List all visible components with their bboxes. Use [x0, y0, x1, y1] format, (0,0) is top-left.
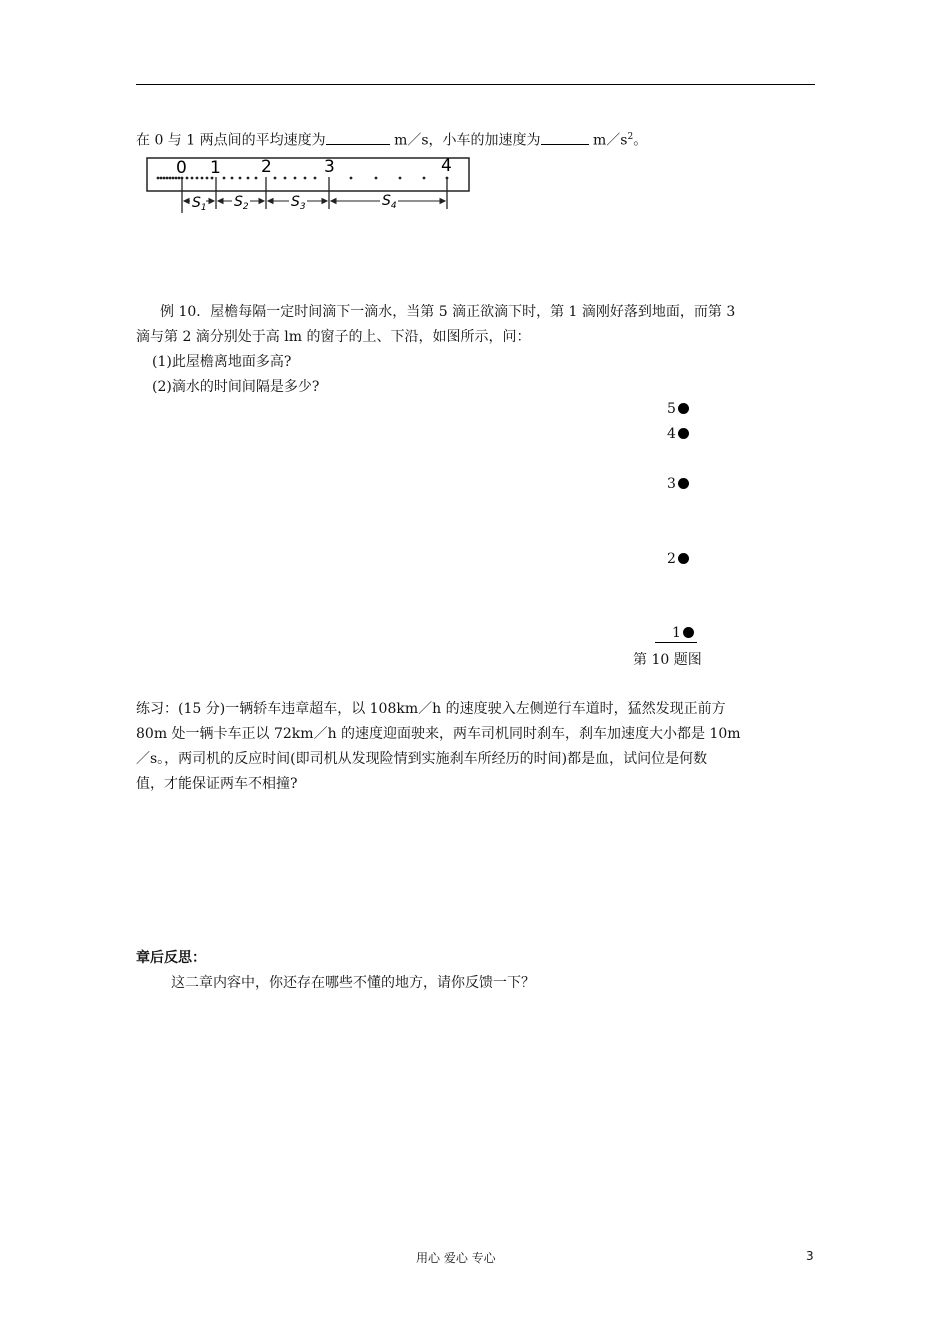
segment-label-s3: $S_3$ — [291, 194, 306, 212]
segment-label-s2: $S_2$ — [234, 194, 249, 212]
tape-mark-2: 2 — [261, 157, 272, 177]
header-rule — [136, 84, 815, 85]
drop-4-label: 4 — [667, 426, 676, 442]
answer-blank-velocity[interactable] — [326, 130, 390, 145]
q9-line — [136, 127, 647, 151]
ticker-tape-figure — [138, 153, 473, 228]
tape-arrows — [184, 199, 445, 204]
example10-line2: 滴与第 2 滴分别处于高 lm 的窗子的上、下沿，如图所示，问： — [136, 329, 531, 345]
drop-3-label: 3 — [667, 476, 676, 492]
tape-mark-1: 1 — [210, 158, 221, 178]
figure-caption: 第 10 题图 — [633, 652, 702, 668]
drop-1 — [672, 625, 694, 641]
q9-text-2: m／s，小车的加速度为 — [394, 132, 541, 149]
example10-question1: (1)此屋檐离地面多高? — [152, 354, 292, 370]
tape-mark-0: 0 — [176, 158, 187, 178]
example10-question2: (2)滴水的时间间隔是多少? — [152, 379, 320, 395]
footer-slogan: 用心 爱心 专心 — [416, 1251, 496, 1265]
answer-blank-acceleration[interactable] — [541, 130, 589, 145]
q9-text-end: 。 — [633, 132, 648, 149]
drop-3-dot — [678, 478, 689, 489]
tape-ticks — [182, 177, 447, 213]
q9-text-3: m／s — [593, 132, 628, 149]
q9-sup: 2 — [627, 132, 634, 142]
reflection-body: 这二章内容中，你还存在哪些不懂的地方，请你反馈一下？ — [171, 975, 535, 991]
drop-1-label: 1 — [672, 625, 681, 641]
tape-strip — [147, 158, 469, 191]
tape-dots — [157, 177, 449, 180]
tape-mark-3: 3 — [324, 157, 335, 177]
drop-3 — [667, 476, 689, 492]
ticker-tape-svg — [138, 153, 473, 228]
q9-text-1: 在 0 与 1 两点间的平均速度为 — [136, 132, 326, 149]
tape-mark-4: 4 — [441, 156, 452, 176]
drop-4-dot — [678, 428, 689, 439]
exercise-line3: ／s。，两司机的反应时间(即司机从发现险情到实施刹车所经历的时间)都是血，试问位是何数 — [136, 751, 708, 767]
exercise-line2: 80m 处一辆卡车正以 72km／h 的速度迎面驶来，两车司机同时刹车，刹车加速度大小都是 10m — [136, 726, 741, 742]
ground-line — [655, 642, 697, 643]
drop-4 — [667, 426, 689, 442]
exercise-line4: 值，才能保证两车不相撞? — [136, 776, 298, 792]
segment-label-s4: $S_4$ — [382, 193, 397, 211]
drop-5-dot — [678, 403, 689, 414]
drop-2-label: 2 — [667, 551, 676, 567]
segment-label-s1: $S_1$ — [192, 195, 207, 213]
drop-2-dot — [678, 553, 689, 564]
drop-5 — [667, 401, 689, 417]
page-number: 3 — [806, 1249, 814, 1263]
drop-2 — [667, 551, 689, 567]
drop-5-label: 5 — [667, 401, 676, 417]
example10-line1: 例 10．屋檐每隔一定时间滴下一滴水，当第 5 滴正欲滴下时，第 1 滴刚好落到地面，而第 3 — [160, 304, 736, 320]
exercise-line1: 练习：(15 分)一辆轿车违章超车，以 108km／h 的速度驶入左侧逆行车道时，猛然发现正前方 — [136, 701, 726, 717]
drop-1-dot — [683, 627, 694, 638]
reflection-title: 章后反思： — [136, 950, 206, 966]
